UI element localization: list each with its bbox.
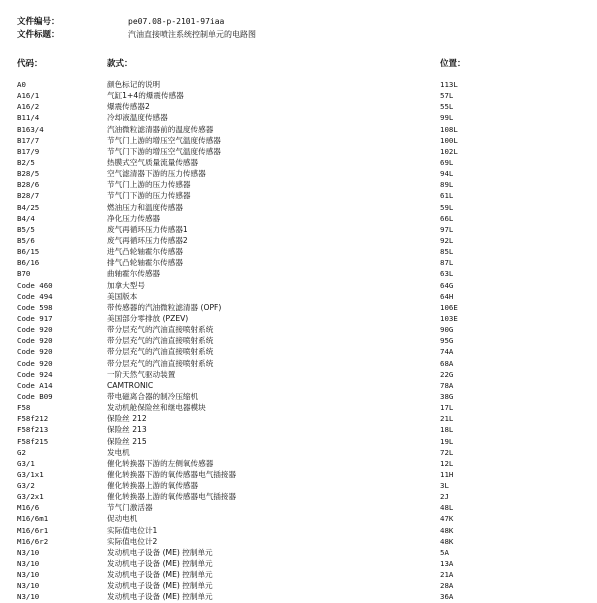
table-row bbox=[0, 257, 597, 268]
component-code: A16/2 bbox=[17, 102, 40, 112]
component-description: 带分层充气的汽油直接喷射系统 bbox=[107, 347, 214, 357]
component-position: 94L bbox=[440, 169, 454, 179]
component-code: B2/5 bbox=[17, 157, 35, 167]
component-description: 发动机电子设备 (ME) 控制单元 bbox=[107, 559, 213, 569]
table-row bbox=[0, 569, 597, 580]
component-position: 74A bbox=[440, 347, 454, 357]
table-row bbox=[0, 124, 597, 135]
component-code: B6/15 bbox=[17, 247, 40, 257]
component-description: 废气再循环压力传感器1 bbox=[107, 224, 188, 234]
component-code: B4/25 bbox=[17, 202, 40, 212]
component-code: B28/7 bbox=[17, 191, 40, 201]
component-code: A16/1 bbox=[17, 91, 40, 101]
component-code: Code A14 bbox=[17, 380, 53, 390]
component-description: 发动机舱保险丝和继电器模块 bbox=[107, 403, 206, 413]
component-position: 64G bbox=[440, 280, 454, 290]
component-code: B4/4 bbox=[17, 213, 35, 223]
component-description: 发动机电子设备 (ME) 控制单元 bbox=[107, 581, 213, 591]
table-row bbox=[0, 536, 597, 547]
component-code: N3/10 bbox=[17, 592, 40, 602]
component-code: N3/10 bbox=[17, 570, 40, 580]
component-code: G2 bbox=[17, 447, 26, 457]
component-description: 实际值电位计1 bbox=[107, 525, 158, 535]
component-description: 节气门下游的压力传感器 bbox=[107, 191, 191, 201]
component-description: 催化转换器下游的氧传感器电气插接器 bbox=[107, 469, 237, 479]
component-description: 节气门激活器 bbox=[107, 503, 153, 513]
table-row bbox=[0, 402, 597, 413]
component-description: 节气门上游的压力传感器 bbox=[107, 180, 191, 190]
table-row bbox=[0, 90, 597, 101]
component-code: G3/2 bbox=[17, 481, 35, 491]
component-description: 燃油压力和温度传感器 bbox=[107, 202, 183, 212]
table-row bbox=[0, 380, 597, 391]
component-code: Code 494 bbox=[17, 291, 53, 301]
component-position: 90G bbox=[440, 325, 454, 335]
table-row bbox=[0, 268, 597, 279]
component-position: 61L bbox=[440, 191, 454, 201]
component-position: 106E bbox=[440, 302, 458, 312]
component-position: 113L bbox=[440, 80, 458, 89]
component-description: 空气滤清器下游的压力传感器 bbox=[107, 169, 206, 179]
component-code: Code 920 bbox=[17, 358, 53, 368]
component-position: 78A bbox=[440, 380, 454, 390]
component-code: G3/1 bbox=[17, 458, 35, 468]
component-position: 100L bbox=[440, 135, 458, 145]
table-row bbox=[0, 424, 597, 435]
component-position: 64H bbox=[440, 291, 454, 301]
component-description: 催化转换器上游的氧传感器电气插接器 bbox=[107, 492, 237, 502]
component-position: 59L bbox=[440, 202, 454, 212]
component-code: B6/16 bbox=[17, 258, 40, 268]
component-code: B17/9 bbox=[17, 146, 40, 156]
component-code: M16/6m1 bbox=[17, 514, 49, 524]
component-position: 85L bbox=[440, 247, 454, 257]
component-position: 5A bbox=[440, 547, 449, 557]
component-position: 48K bbox=[440, 536, 454, 546]
table-row bbox=[0, 324, 597, 335]
table-row bbox=[0, 79, 597, 90]
component-position: 3L bbox=[440, 481, 449, 491]
table-row bbox=[0, 558, 597, 569]
component-code: Code 460 bbox=[17, 280, 53, 290]
component-table bbox=[0, 79, 597, 603]
component-position: 99L bbox=[440, 113, 454, 123]
component-description: 加拿大型号 bbox=[107, 280, 145, 290]
component-code: Code 920 bbox=[17, 325, 53, 335]
component-position: 48K bbox=[440, 525, 454, 535]
component-description: 促动电机 bbox=[107, 514, 138, 524]
component-position: 92L bbox=[440, 235, 454, 245]
component-position: 12L bbox=[440, 458, 454, 468]
component-code: G3/1x1 bbox=[17, 469, 44, 479]
file-number-label: 文件编号： bbox=[17, 17, 60, 27]
component-code: B5/6 bbox=[17, 235, 35, 245]
column-header-description: 款式： bbox=[107, 59, 133, 69]
component-position: 38G bbox=[440, 391, 454, 401]
component-position: 21A bbox=[440, 570, 454, 580]
component-description: 热膜式空气质量流量传感器 bbox=[107, 157, 199, 167]
table-row bbox=[0, 413, 597, 424]
component-position: 103E bbox=[440, 313, 458, 323]
component-position: 19L bbox=[440, 436, 454, 446]
column-header-code: 代码： bbox=[17, 59, 43, 69]
component-description: 冷却液温度传感器 bbox=[107, 113, 168, 123]
component-code: Code 924 bbox=[17, 369, 53, 379]
file-title-value: 汽油直接喷注系统控制单元的电路图 bbox=[128, 30, 256, 39]
table-row bbox=[0, 246, 597, 257]
component-code: A0 bbox=[17, 80, 26, 89]
component-description: 汽油微粒滤清器前的温度传感器 bbox=[107, 124, 214, 134]
component-code: N3/10 bbox=[17, 547, 40, 557]
component-description: 排气凸轮轴霍尔传感器 bbox=[107, 258, 183, 268]
component-position: 2J bbox=[440, 492, 449, 502]
component-code: B163/4 bbox=[17, 124, 44, 134]
table-row bbox=[0, 491, 597, 502]
table-row bbox=[0, 469, 597, 480]
component-position: 47K bbox=[440, 514, 454, 524]
component-position: 17L bbox=[440, 403, 454, 413]
component-position: 66L bbox=[440, 213, 454, 223]
table-row bbox=[0, 335, 597, 346]
component-description: 发动机电子设备 (ME) 控制单元 bbox=[107, 592, 213, 602]
component-description: 爆震传感器2 bbox=[107, 102, 150, 112]
component-description: 一阶天然气驱动装置 bbox=[107, 369, 176, 379]
component-description: CAMTRONIC bbox=[107, 380, 154, 390]
component-code: N3/10 bbox=[17, 559, 40, 569]
component-position: 68A bbox=[440, 358, 454, 368]
table-row bbox=[0, 447, 597, 458]
component-position: 22G bbox=[440, 369, 454, 379]
table-row bbox=[0, 157, 597, 168]
component-description: 进气凸轮轴霍尔传感器 bbox=[107, 247, 183, 257]
component-position: 95G bbox=[440, 336, 454, 346]
table-row bbox=[0, 135, 597, 146]
component-code: B28/6 bbox=[17, 180, 40, 190]
component-code: Code 920 bbox=[17, 336, 53, 346]
table-row bbox=[0, 179, 597, 190]
component-description: 带分层充气的汽油直接喷射系统 bbox=[107, 325, 214, 335]
component-code: B5/5 bbox=[17, 224, 35, 234]
table-row bbox=[0, 112, 597, 123]
component-description: 催化转换器下游的左侧氧传感器 bbox=[107, 458, 214, 468]
component-description: 带传感器的汽油微粒滤清器 (OPF) bbox=[107, 302, 222, 312]
component-code: N3/10 bbox=[17, 581, 40, 591]
component-description: 颜色标记的说明 bbox=[107, 80, 161, 89]
component-code: F58 bbox=[17, 403, 31, 413]
table-row bbox=[0, 580, 597, 591]
component-description: 节气门下游的增压空气温度传感器 bbox=[107, 146, 221, 156]
component-code: G3/2x1 bbox=[17, 492, 44, 502]
component-description: 发电机 bbox=[107, 447, 130, 457]
component-code: M16/6r1 bbox=[17, 525, 49, 535]
component-position: 87L bbox=[440, 258, 454, 268]
table-row bbox=[0, 591, 597, 602]
component-position: 48L bbox=[440, 503, 454, 513]
component-position: 18L bbox=[440, 425, 454, 435]
component-position: 63L bbox=[440, 269, 454, 279]
component-code: Code 917 bbox=[17, 313, 53, 323]
table-row bbox=[0, 213, 597, 224]
table-row bbox=[0, 358, 597, 369]
component-description: 保险丝 213 bbox=[107, 425, 147, 435]
component-position: 21L bbox=[440, 414, 454, 424]
component-description: 美国版本 bbox=[107, 291, 138, 301]
table-row bbox=[0, 291, 597, 302]
component-position: 57L bbox=[440, 91, 454, 101]
component-description: 实际值电位计2 bbox=[107, 536, 158, 546]
table-row bbox=[0, 146, 597, 157]
component-code: B70 bbox=[17, 269, 31, 279]
table-row bbox=[0, 202, 597, 213]
file-title-label: 文件标题： bbox=[17, 30, 60, 40]
component-position: 28A bbox=[440, 581, 454, 591]
table-row bbox=[0, 547, 597, 558]
table-row bbox=[0, 190, 597, 201]
component-code: Code 598 bbox=[17, 302, 53, 312]
component-description: 气缸1+4的爆震传感器 bbox=[107, 91, 184, 101]
component-description: 曲轴霍尔传感器 bbox=[107, 269, 161, 279]
column-header-position: 位置： bbox=[440, 59, 466, 69]
component-code: B11/4 bbox=[17, 113, 40, 123]
component-code: F58f215 bbox=[17, 436, 49, 446]
table-row bbox=[0, 513, 597, 524]
table-row bbox=[0, 313, 597, 324]
component-position: 69L bbox=[440, 157, 454, 167]
table-row bbox=[0, 458, 597, 469]
component-code: M16/6 bbox=[17, 503, 40, 513]
table-row bbox=[0, 436, 597, 447]
component-code: F58f213 bbox=[17, 425, 49, 435]
component-position: 11H bbox=[440, 469, 454, 479]
component-code: Code B09 bbox=[17, 391, 53, 401]
component-description: 带电磁离合器的制冷压缩机 bbox=[107, 391, 199, 401]
table-row bbox=[0, 369, 597, 380]
file-number-value: pe07.08-p-2101-97iaa bbox=[128, 17, 225, 26]
component-code: B28/5 bbox=[17, 169, 40, 179]
component-description: 保险丝 212 bbox=[107, 414, 147, 424]
table-row bbox=[0, 346, 597, 357]
component-description: 美国部分零排放 (PZEV) bbox=[107, 313, 189, 323]
component-position: 55L bbox=[440, 102, 454, 112]
component-code: Code 920 bbox=[17, 347, 53, 357]
component-code: B17/7 bbox=[17, 135, 40, 145]
component-description: 节气门上游的增压空气温度传感器 bbox=[107, 135, 221, 145]
component-description: 废气再循环压力传感器2 bbox=[107, 235, 188, 245]
component-description: 发动机电子设备 (ME) 控制单元 bbox=[107, 547, 213, 557]
table-row bbox=[0, 391, 597, 402]
table-row bbox=[0, 302, 597, 313]
table-row bbox=[0, 224, 597, 235]
component-position: 13A bbox=[440, 559, 454, 569]
table-row bbox=[0, 168, 597, 179]
table-row bbox=[0, 480, 597, 491]
component-description: 净化压力传感器 bbox=[107, 213, 161, 223]
component-position: 97L bbox=[440, 224, 454, 234]
component-position: 72L bbox=[440, 447, 454, 457]
component-position: 108L bbox=[440, 124, 458, 134]
table-row bbox=[0, 235, 597, 246]
table-row bbox=[0, 280, 597, 291]
component-description: 发动机电子设备 (ME) 控制单元 bbox=[107, 570, 213, 580]
component-description: 带分层充气的汽油直接喷射系统 bbox=[107, 336, 214, 346]
component-code: F58f212 bbox=[17, 414, 49, 424]
component-description: 保险丝 215 bbox=[107, 436, 147, 446]
component-position: 36A bbox=[440, 592, 454, 602]
component-code: M16/6r2 bbox=[17, 536, 49, 546]
component-position: 102L bbox=[440, 146, 458, 156]
component-description: 催化转换器上游的氧传感器 bbox=[107, 481, 199, 491]
table-row bbox=[0, 502, 597, 513]
component-position: 89L bbox=[440, 180, 454, 190]
table-row bbox=[0, 525, 597, 536]
component-description: 带分层充气的汽油直接喷射系统 bbox=[107, 358, 214, 368]
table-row bbox=[0, 101, 597, 112]
